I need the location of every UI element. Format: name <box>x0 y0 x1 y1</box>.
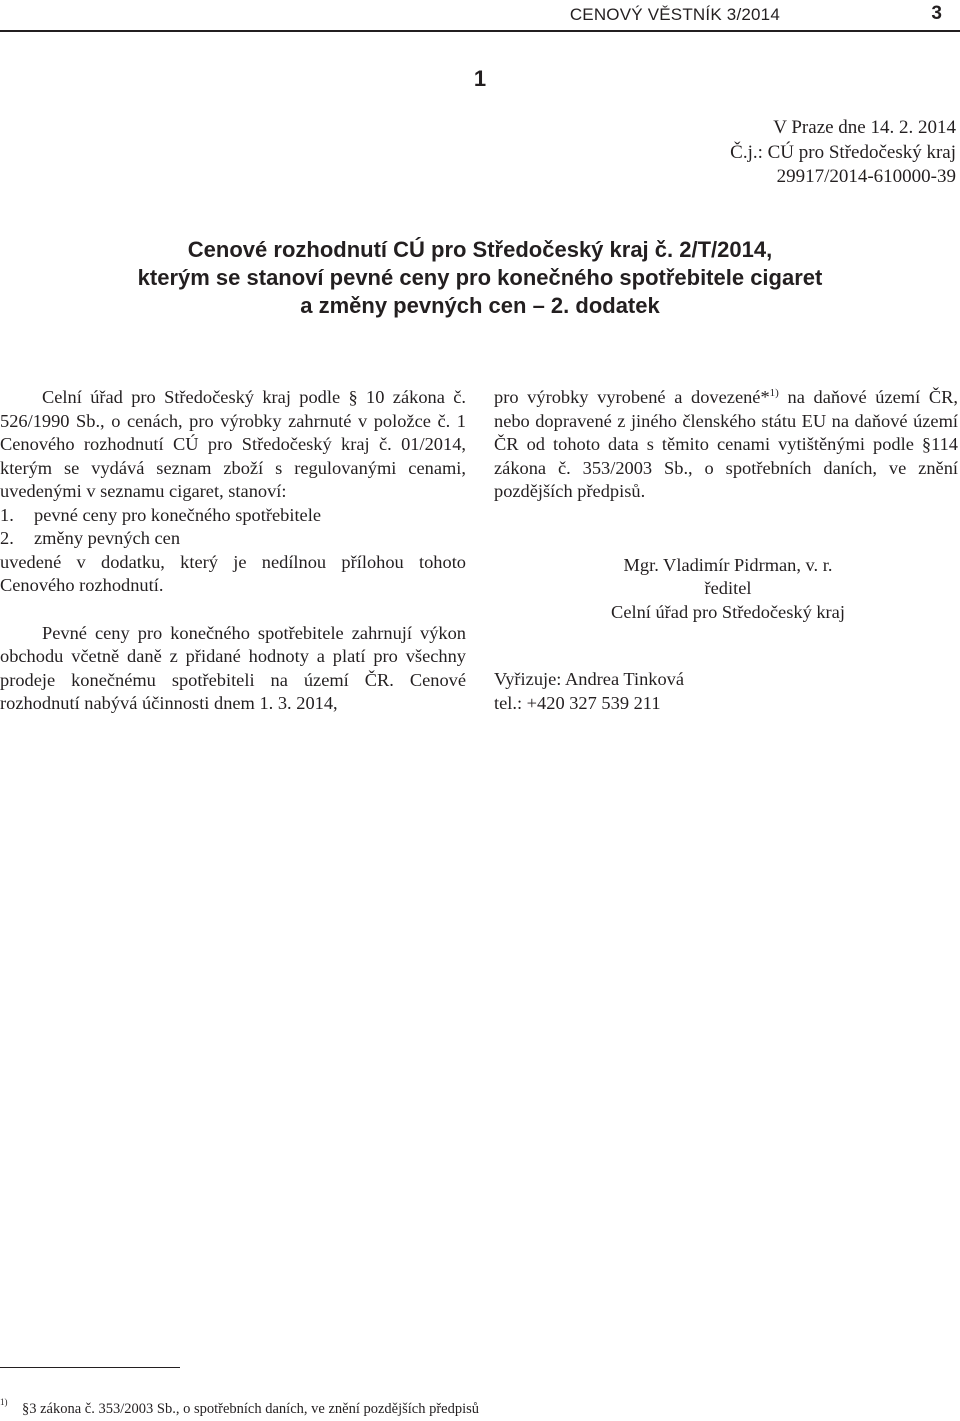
reference-number-line: Č.j.: CÚ pro Středočeský kraj <box>730 141 956 163</box>
contact-phone: tel.: +420 327 539 211 <box>494 692 661 713</box>
place-date-block <box>730 116 956 190</box>
reference-code-line: 29917/2014-610000-39 <box>776 166 956 187</box>
signatory-office: Celní úřad pro Středočeský kraj <box>611 601 845 622</box>
signature-block <box>498 554 958 625</box>
footnote <box>0 1397 480 1418</box>
list-item <box>0 527 466 551</box>
page-header <box>0 0 960 28</box>
document-number: 1 <box>473 66 487 91</box>
signatory-role: ředitel <box>704 578 752 598</box>
footnote-mark: 1) <box>0 1397 8 1407</box>
signatory-name: Mgr. Vladimír Pidrman, v. r. <box>623 554 833 575</box>
after-list-paragraph: uvedené v dodatku, který je nedílnou přílohou tohoto Cenového rozhodnutí. <box>0 551 466 595</box>
place-date-line: V Praze dne 14. 2. 2014 <box>773 117 956 138</box>
continuation-paragraph <box>494 386 958 504</box>
footnote-reference: 1) <box>769 386 779 399</box>
handled-by: Vyřizuje: Andrea Tinková <box>494 669 685 689</box>
footnote-rule <box>0 1367 180 1368</box>
title-line-3: a změny pevných cen – 2. dodatek <box>300 293 660 318</box>
document-title <box>0 236 960 320</box>
intro-paragraph: Celní úřad pro Středočeský kraj podle § 10 zákona č. 526/1990 Sb., o cenách, pro výrobky zahrnuté v položce č. 1 Cenového rozhodnutí CÚ pro Středočeský kraj č. 01/2014, kterým se vydává seznam zboží s regulovanými cenami, uvedenými v seznamu cigaret, stanoví: <box>0 387 466 501</box>
running-title: CENOVÝ VĚSTNÍK 3/2014 <box>569 5 780 24</box>
prices-paragraph: Pevné ceny pro konečného spotřebitele zahrnují výkon obchodu včetně daně z přidané hodnoty a platí pro všechny prodeje konečnému spotřebiteli na území ČR. Cenové rozhodnutí nabývá účinnosti dnem 1. 3. 2014, <box>0 622 466 713</box>
header-rule <box>0 30 960 32</box>
decision-list <box>0 504 466 551</box>
title-line-1: Cenové rozhodnutí CÚ pro Středočeský kraj č. 2/T/2014, <box>187 237 773 262</box>
continuation-text-end: na daňové území ČR, nebo dopravené z jiného členského státu EU na daňové území ČR od tohoto data s těmito cenami vytištěnými podle §114 zákona č. 353/2003 Sb., o spotřebních daních, ve znění pozdějších předpisů. <box>494 387 959 501</box>
footnote-text: §3 zákona č. 353/2003 Sb., o spotřebních daních, ve znění pozdějších předpisů <box>22 1401 480 1417</box>
right-column <box>494 386 958 715</box>
list-item <box>0 504 466 528</box>
list-item-text: změny pevných cen <box>34 528 181 548</box>
list-item-number: 2. <box>0 528 14 548</box>
list-item-text: pevné ceny pro konečného spotřebitele <box>34 504 321 525</box>
left-column <box>0 386 466 716</box>
title-line-2: kterým se stanoví pevné ceny pro konečného spotřebitele cigaret <box>137 265 823 290</box>
list-item-number: 1. <box>0 504 14 525</box>
continuation-text-start: pro výrobky vyrobené a dovezené* <box>494 387 770 407</box>
contact-block <box>494 668 958 715</box>
page-number: 3 <box>931 3 942 24</box>
